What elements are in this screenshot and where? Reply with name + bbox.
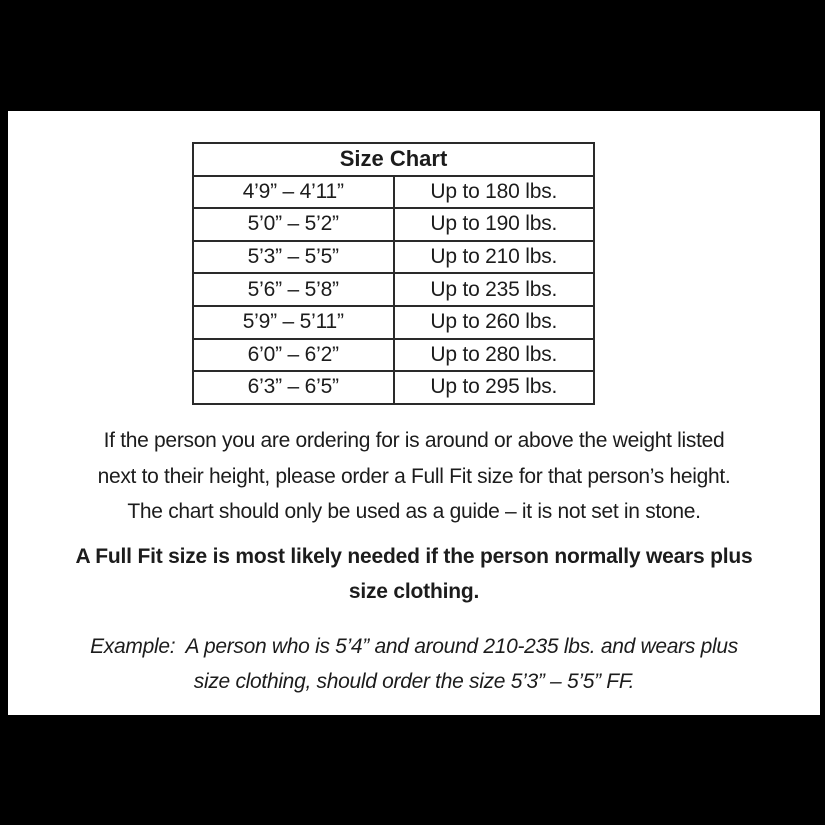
- guidance-paragraph: [8, 423, 820, 530]
- full-fit-note-paragraph: [8, 539, 820, 610]
- size-chart-title: Size Chart: [193, 143, 594, 176]
- size-chart-table: [192, 142, 595, 405]
- text-line: size clothing.: [348, 580, 480, 603]
- table-row: [193, 208, 594, 241]
- weight-limit-cell: Up to 235 lbs.: [394, 273, 595, 306]
- height-range-cell: 6’0” – 6’2”: [193, 339, 394, 372]
- weight-limit-cell: Up to 260 lbs.: [394, 306, 595, 339]
- text-line: If the person you are ordering for is around or above the weight listed: [103, 429, 725, 452]
- table-row: [193, 371, 594, 404]
- document-page: [8, 111, 820, 715]
- height-range-cell: 5’3” – 5’5”: [193, 241, 394, 274]
- table-header-row: [193, 143, 594, 176]
- text-line: Example: A person who is 5’4” and around 210-235 lbs. and wears plus: [90, 634, 738, 658]
- table-row: [193, 339, 594, 372]
- weight-limit-cell: Up to 190 lbs.: [394, 208, 595, 241]
- weight-limit-cell: Up to 210 lbs.: [394, 241, 595, 274]
- text-line: A Full Fit size is most likely needed if the person normally wears plus: [75, 544, 753, 568]
- weight-limit-cell: Up to 280 lbs.: [394, 339, 595, 372]
- text-line: size clothing, should order the size 5’3” – 5’5” FF.: [193, 670, 635, 693]
- height-range-cell: 4’9” – 4’11”: [193, 176, 394, 209]
- table-row: [193, 176, 594, 209]
- table-row: [193, 241, 594, 274]
- height-range-cell: 6’3” – 6’5”: [193, 371, 394, 404]
- table-row: [193, 273, 594, 306]
- example-paragraph: [8, 629, 820, 700]
- height-range-cell: 5’0” – 5’2”: [193, 208, 394, 241]
- text-line: The chart should only be used as a guide – it is not set in stone.: [127, 500, 701, 523]
- height-range-cell: 5’6” – 5’8”: [193, 273, 394, 306]
- text-line: next to their height, please order a Full Fit size for that person’s height.: [97, 464, 731, 488]
- table-row: [193, 306, 594, 339]
- weight-limit-cell: Up to 295 lbs.: [394, 371, 595, 404]
- height-range-cell: 5’9” – 5’11”: [193, 306, 394, 339]
- weight-limit-cell: Up to 180 lbs.: [394, 176, 595, 209]
